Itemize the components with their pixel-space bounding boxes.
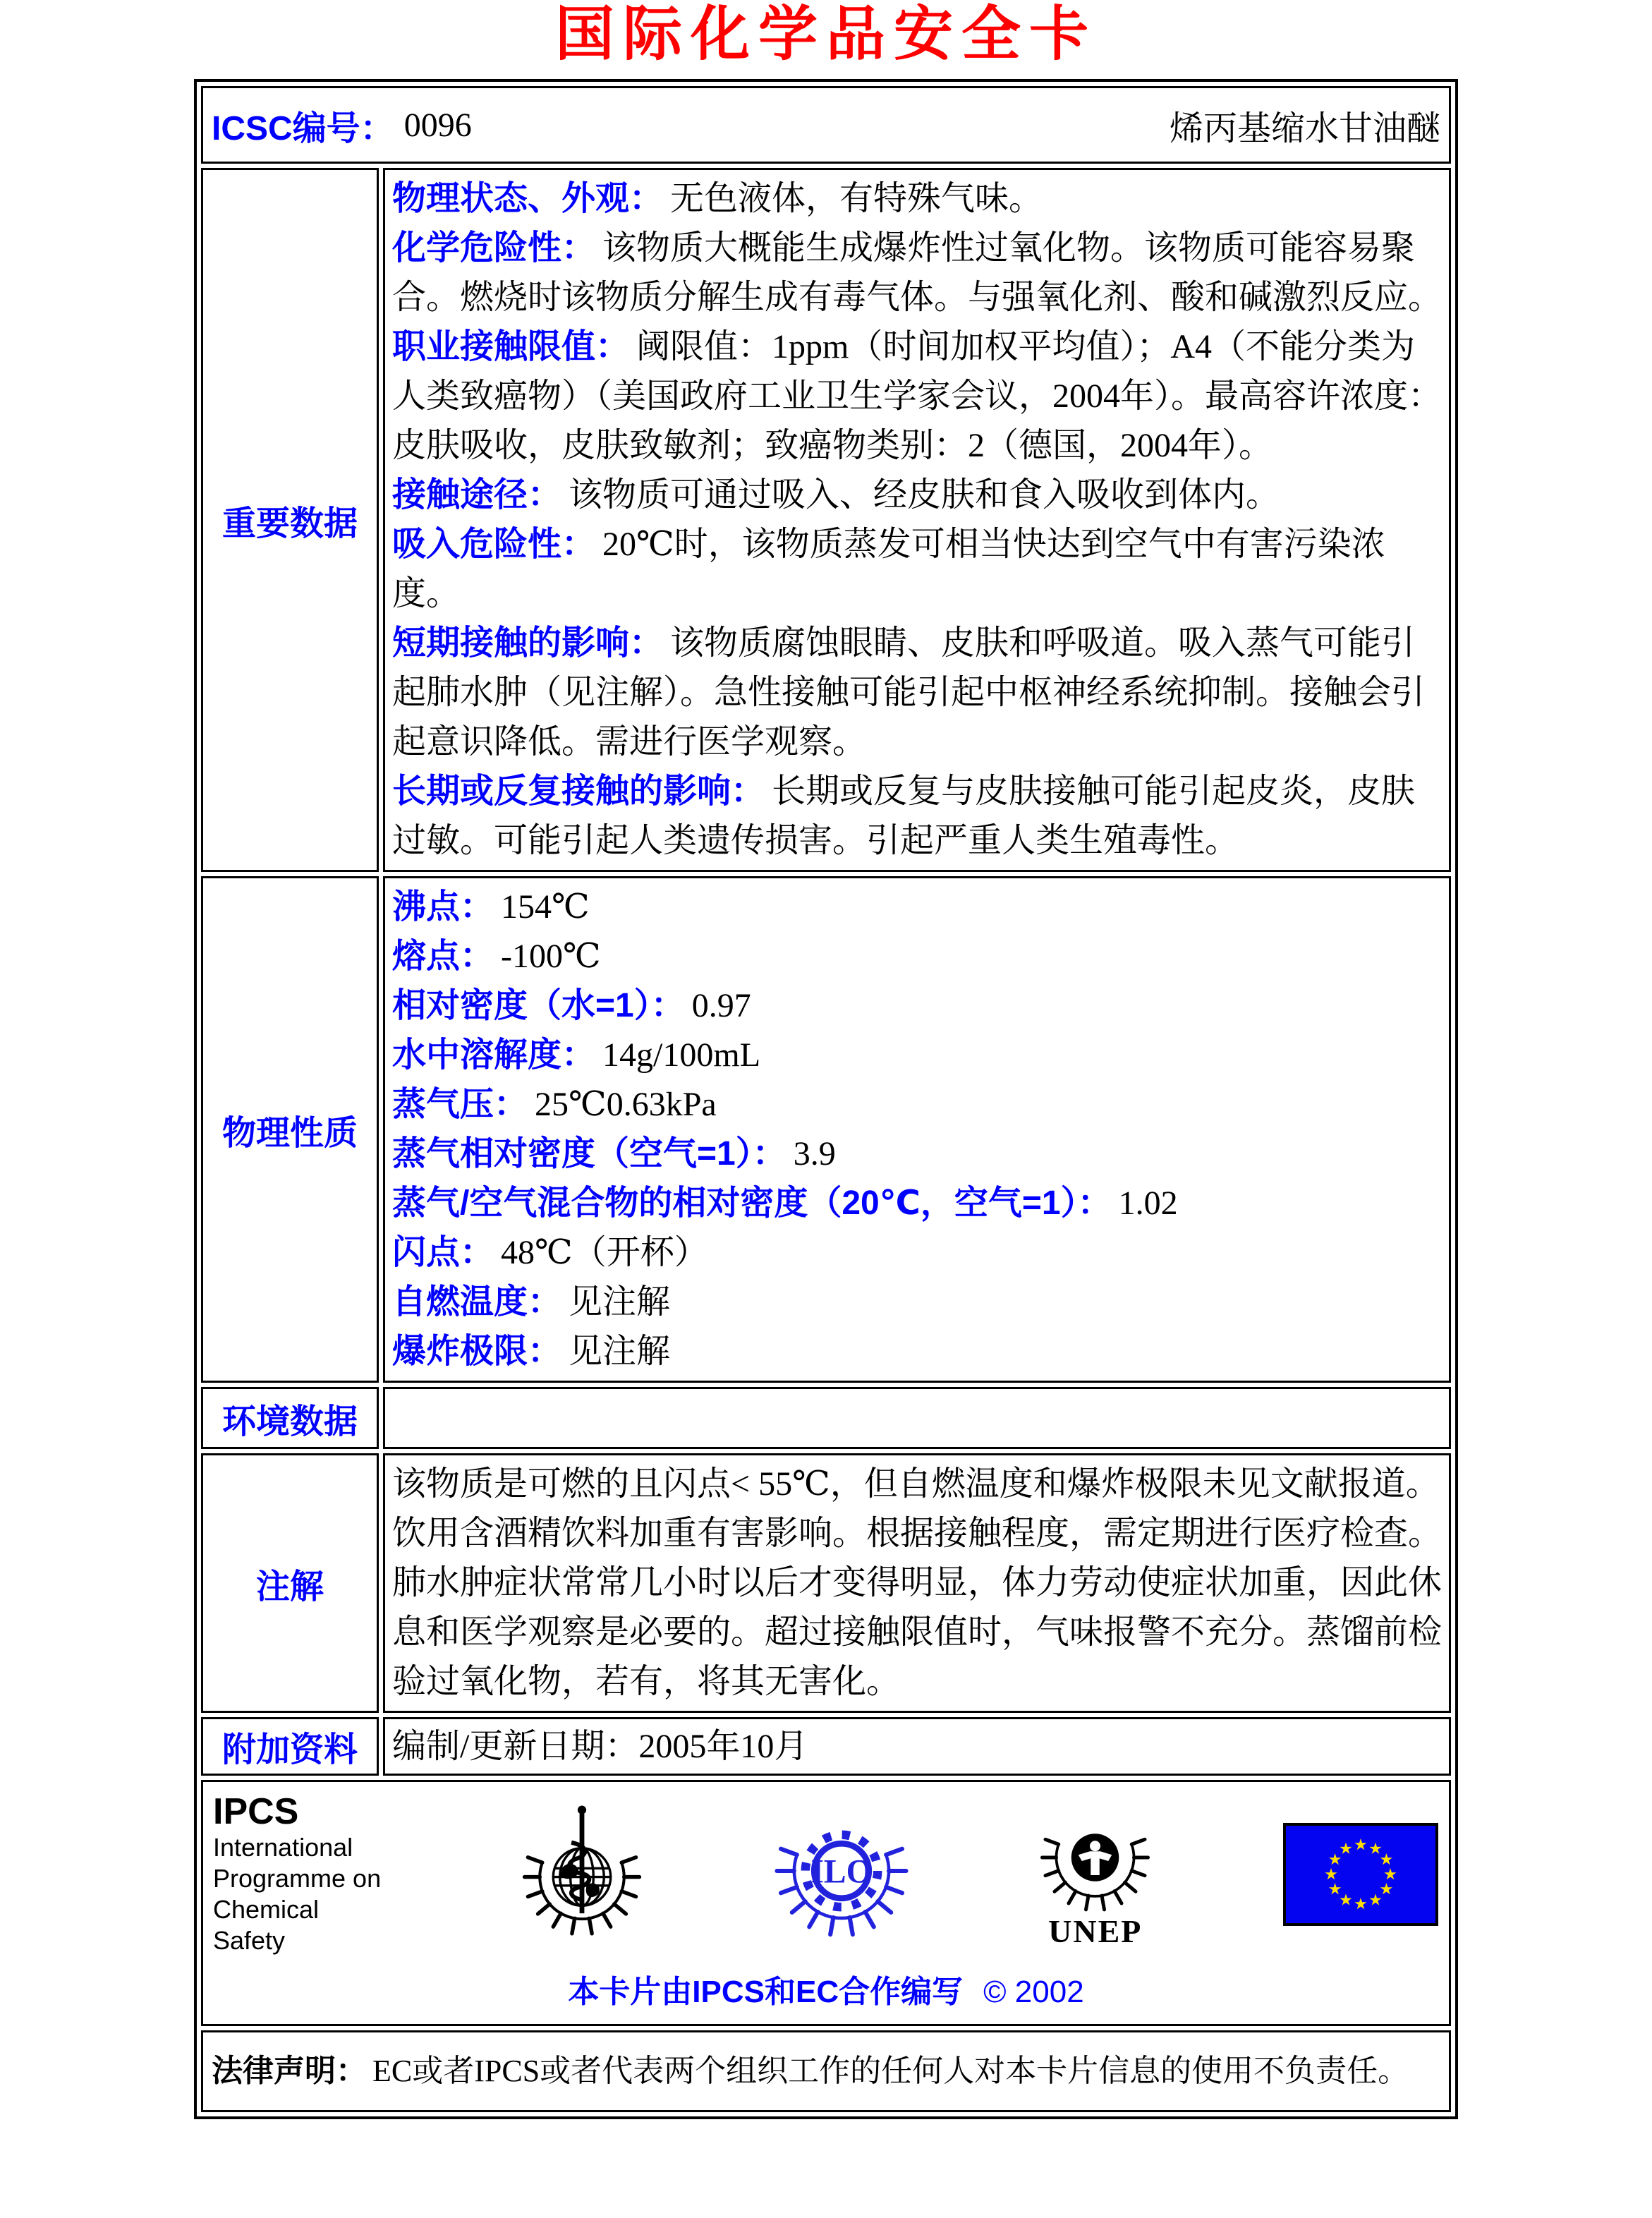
property-entry <box>392 471 1442 520</box>
property-entry <box>392 981 1442 1031</box>
entry-text: 无色液体，有特殊气味。 <box>670 180 1043 218</box>
entry-text: -100℃ <box>501 938 601 976</box>
chemical-name: 烯丙基缩水甘油醚 <box>1169 109 1440 147</box>
ilo-letters: ILO <box>810 1853 873 1891</box>
entry-label: 物理状态、外观： <box>392 180 664 218</box>
entry-text: 该物质可通过吸入、经皮肤和食入吸收到体内。 <box>569 476 1280 514</box>
entry-text: 见注解 <box>569 1333 671 1371</box>
additional-info-content: 编制/更新日期：2005年10月 <box>383 1717 1451 1776</box>
ilo-logo-icon <box>775 1807 909 1941</box>
property-entry <box>392 1327 1442 1376</box>
property-entry <box>392 883 1442 932</box>
icsc-number-label: ICSC编号： <box>212 109 394 147</box>
page-title: 国际化学品安全卡 <box>554 2 1097 68</box>
entry-label: 蒸气压： <box>392 1086 528 1124</box>
entry-label: 长期或反复接触的影响： <box>392 772 765 811</box>
entry-label: 职业接触限值： <box>392 328 630 366</box>
additional-info-row <box>201 1717 1451 1776</box>
ipcs-name-line: Chemical Safety <box>213 1895 320 1956</box>
entry-label: 水中溶解度： <box>392 1036 596 1074</box>
important-data-content <box>383 168 1451 872</box>
physical-properties-row <box>201 876 1451 1383</box>
property-entry <box>392 1179 1442 1228</box>
entry-text: 该物质大概能生成爆炸性过氧化物。该物质可能容易聚合。燃烧时该物质分解生成有毒气体。与强氧化剂、酸和碱激烈反应。 <box>392 229 1443 317</box>
section-label-environmental-data: 环境数据 <box>201 1387 379 1449</box>
entry-text: 20℃时，该物质蒸发可相当快达到空气中有害污染浓度。 <box>392 526 1385 613</box>
eu-flag-icon <box>1282 1822 1439 1927</box>
property-entry <box>392 322 1442 471</box>
entry-label: 闪点： <box>392 1234 494 1272</box>
section-label-additional-info: 附加资料 <box>201 1717 379 1776</box>
property-entry <box>392 520 1442 619</box>
property-entry <box>392 224 1442 322</box>
environmental-data-content <box>383 1387 1451 1449</box>
copyright-text: © 2002 <box>983 1975 1084 2010</box>
logos-cell <box>201 1780 1451 2026</box>
icsc-number-value: 0096 <box>403 106 472 144</box>
property-entry <box>392 767 1442 866</box>
ipcs-acronym: IPCS <box>213 1791 299 1833</box>
entry-label: 蒸气/空气混合物的相对密度（20℃，空气=1）： <box>392 1184 1112 1223</box>
entry-text: 25℃0.63kPa <box>535 1086 717 1124</box>
property-entry <box>392 1080 1442 1129</box>
entry-label: 吸入危险性： <box>392 526 596 564</box>
legal-row <box>201 2030 1451 2111</box>
entry-text: 48℃（开杯） <box>501 1234 708 1272</box>
entry-label: 接触途径： <box>392 476 562 514</box>
section-label-physical-properties: 物理性质 <box>201 876 379 1383</box>
logos-row <box>201 1780 1451 2026</box>
ipcs-text-block <box>213 1792 389 1956</box>
property-entry <box>392 174 1442 224</box>
entry-label: 化学危险性： <box>392 229 596 267</box>
legal-label: 法律声明： <box>212 2054 367 2089</box>
credit-text: 本卡片由IPCS和EC合作编写 <box>568 1975 964 2010</box>
ipcs-name-line: International <box>213 1833 353 1862</box>
legal-cell <box>201 2030 1451 2111</box>
unep-logo-block <box>1033 1801 1157 1948</box>
ipcs-name-line: Programme on <box>213 1864 382 1893</box>
entry-text: 0.97 <box>691 987 751 1025</box>
entry-text: 154℃ <box>501 888 590 926</box>
entry-text: 见注解 <box>569 1283 671 1321</box>
entry-label: 爆炸极限： <box>392 1333 562 1371</box>
legal-text: EC或者IPCS或者代表两个组织工作的任何人对本卡片信息的使用不负责任。 <box>372 2054 1409 2089</box>
property-entry <box>392 619 1442 767</box>
physical-properties-content <box>383 876 1451 1383</box>
property-entry <box>392 932 1442 981</box>
icsc-number-group <box>212 101 472 150</box>
notes-row <box>201 1453 1451 1713</box>
entry-label: 熔点： <box>392 938 494 976</box>
entry-label: 沸点： <box>392 888 494 926</box>
entry-text: 长期或反复与皮肤接触可能引起皮炎，皮肤过敏。可能引起人类遗传损害。引起严重人类生殖毒性。 <box>392 772 1416 860</box>
notes-text: 该物质是可燃的且闪点< 55℃，但自燃温度和爆炸极限未见文献报道。饮用含酒精饮料加重有害影响。根据接触程度，需定期进行医疗检查。肺水肿症状常常几小时以后才变得明显，体力劳动使症状加重，因此休息和医学观察是必要的。超过接触限值时，气味报警不充分。蒸馏前检验过氧化物，若有，将其无害化。 <box>392 1465 1443 1701</box>
entry-text: 阈限值：1ppm（时间加权平均值）；A4（不能分类为人类致癌物）（美国政府工业卫生学家会议，2004年）。最高容许浓度：皮肤吸收，皮肤致敏剂；致癌物类别：2（德国，2004年）。 <box>392 328 1443 465</box>
entry-label: 短期接触的影响： <box>392 624 664 662</box>
header-cell <box>201 86 1451 164</box>
unep-logo-icon <box>1033 1801 1157 1914</box>
property-entry <box>392 1228 1442 1278</box>
header-row <box>201 86 1451 164</box>
property-entry <box>392 1031 1442 1080</box>
property-entry <box>392 1278 1442 1327</box>
section-label-notes: 注解 <box>201 1453 379 1713</box>
credit-line <box>213 1966 1439 2011</box>
entry-text: 该物质腐蚀眼睛、皮肤和呼吸道。吸入蒸气可能引起肺水肿（见注解）。急性接触可能引起中枢神经系统抑制。接触会引起意识降低。需进行医学观察。 <box>392 624 1426 761</box>
property-entry <box>392 1129 1442 1179</box>
entry-label: 相对密度（水=1）： <box>392 987 685 1025</box>
environmental-data-row <box>201 1387 1451 1449</box>
notes-content <box>383 1453 1451 1713</box>
icsc-card-table <box>194 79 1458 2119</box>
entry-text: 1.02 <box>1118 1184 1178 1223</box>
entry-text: 3.9 <box>793 1135 836 1173</box>
entry-label: 自燃温度： <box>392 1283 562 1321</box>
entry-label: 蒸气相对密度（空气=1）： <box>392 1135 786 1173</box>
who-logo-icon <box>515 1802 649 1946</box>
important-data-row <box>201 168 1451 872</box>
unep-label: UNEP <box>1048 1913 1143 1949</box>
entry-text: 14g/100mL <box>602 1036 761 1074</box>
section-label-important-data: 重要数据 <box>201 168 379 872</box>
